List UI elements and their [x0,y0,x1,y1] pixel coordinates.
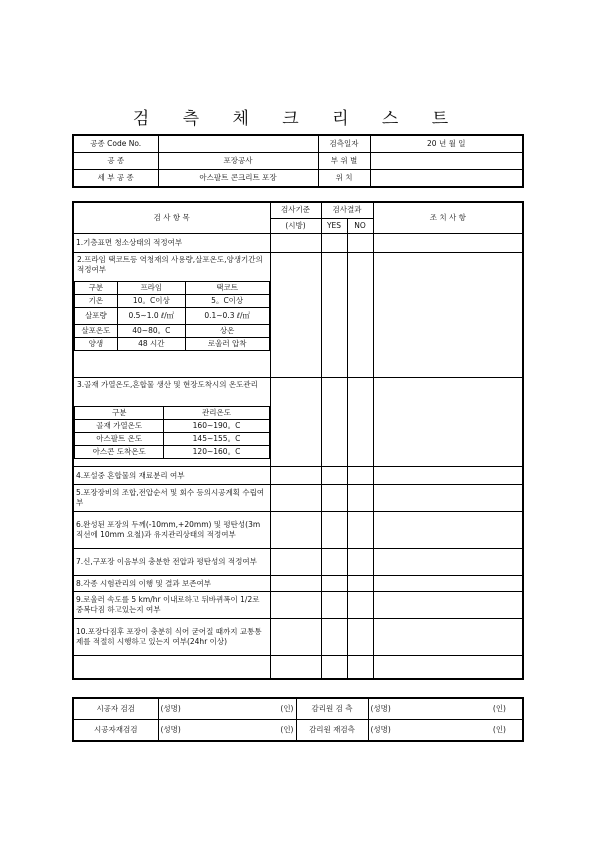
temp-cell: 아스콘 도착온도 [75,446,164,459]
table-row [73,378,523,467]
contractor-label: 시공자 검검 [73,698,158,720]
table-row [73,619,523,656]
location-value[interactable] [370,153,523,170]
item-text: 8.각종 시험관리의 이행 및 결과 보존여부 [73,576,270,592]
header-table [72,134,524,188]
yes-cell[interactable] [321,378,347,467]
prime-head: 구분 [75,282,118,295]
action-cell[interactable] [373,512,523,549]
prime-cell: 기온 [75,295,118,308]
prime-cell: 40~80。C [117,325,185,338]
yes-cell[interactable] [321,512,347,549]
detail-label: 세 부 공 종 [73,170,158,188]
yes-cell[interactable] [321,592,347,619]
detail-value[interactable]: 아스팔트 콘크리트 포장 [158,170,318,188]
table-row [73,253,523,378]
position-value[interactable] [370,170,523,188]
standard-cell[interactable] [270,549,321,576]
action-cell[interactable] [373,378,523,467]
yes-cell[interactable] [321,253,347,378]
no-cell[interactable] [347,576,373,592]
no-cell[interactable] [347,592,373,619]
prime-cell: 양생 [75,338,118,351]
column-standard-sub: (시방) [270,218,321,234]
item-text[interactable] [73,656,270,680]
no-cell[interactable] [347,378,373,467]
yes-cell[interactable] [321,485,347,512]
contractor-seal[interactable]: (인) [210,698,296,720]
standard-cell[interactable] [270,576,321,592]
table-row [73,485,523,512]
prime-cell: 48 시간 [117,338,185,351]
table-row [73,512,523,549]
position-label: 위 치 [318,170,370,188]
supervisor-label: 감리원 검 측 [296,698,368,720]
item-cell [73,253,270,378]
prime-head: 프라임 [117,282,185,295]
action-cell[interactable] [373,592,523,619]
action-cell[interactable] [373,656,523,680]
item-text: 9.로울러 속도를 5 km/hr 이내로하고 뒤바퀴폭이 1/2로 중복다짐 하고있는지 여부 [73,592,270,619]
work-label: 공 종 [73,153,158,170]
table-row [73,576,523,592]
table-row [73,592,523,619]
item-text: 6.완성된 포장의 두께(-10mm,+20mm) 및 평탄성(3m 직선에 10mm 요철)과 유지관리상태의 적정여부 [73,512,270,549]
column-item: 검 사 항 목 [73,202,270,234]
item-text: 5.포장장비의 조합,전압순서 및 회수 등의시공계획 수립여부 [73,485,270,512]
no-cell[interactable] [347,656,373,680]
temp-head: 관리온도 [164,407,269,420]
prime-cell: 살포량 [75,308,118,325]
no-cell[interactable] [347,467,373,485]
item-text: 2.프라임 택코트등 역청재의 사용량,살포온도,양생기간의 적정여부 [77,255,263,274]
table-row [73,656,523,680]
location-label: 부 위 별 [318,153,370,170]
item-text: 1.기층표면 청소상태의 적정여부 [73,234,270,253]
action-cell[interactable] [373,576,523,592]
standard-cell[interactable] [270,234,321,253]
standard-cell[interactable] [270,253,321,378]
table-row [73,549,523,576]
no-cell[interactable] [347,485,373,512]
prime-cell: 로울러 압착 [185,338,269,351]
no-cell[interactable] [347,549,373,576]
action-cell[interactable] [373,485,523,512]
standard-cell[interactable] [270,656,321,680]
standard-cell[interactable] [270,485,321,512]
prime-cell: 살포온도 [75,325,118,338]
standard-cell[interactable] [270,378,321,467]
action-cell[interactable] [373,619,523,656]
no-cell[interactable] [347,253,373,378]
prime-cell: 10。C이상 [117,295,185,308]
action-cell[interactable] [373,549,523,576]
supervisor-re-seal[interactable]: (인) [430,720,523,742]
contractor-name[interactable]: (성명) [158,698,210,720]
table-row [73,467,523,485]
item-text: 4.포설중 혼합물의 재료분리 여부 [73,467,270,485]
prime-cell: 0.1~0.3 ℓ/㎡ [185,308,269,325]
work-value[interactable]: 포장공사 [158,153,318,170]
prime-cell: 상온 [185,325,269,338]
action-cell[interactable] [373,253,523,378]
temp-cell: 120~160。C [164,446,269,459]
contractor-re-seal[interactable]: (인) [210,720,296,742]
temp-table [74,406,270,459]
no-cell[interactable] [347,512,373,549]
date-value[interactable]: 20 년 월 일 [370,135,523,153]
checklist-table [72,201,524,680]
standard-cell[interactable] [270,592,321,619]
yes-cell[interactable] [321,656,347,680]
signature-table [72,697,524,742]
prime-head: 택코트 [185,282,269,295]
column-action: 조 치 사 항 [373,202,523,234]
yes-cell[interactable] [321,234,347,253]
item-cell [73,378,270,467]
standard-cell[interactable] [270,512,321,549]
supervisor-re-label: 감리원 재검측 [296,720,368,742]
column-yes: YES [321,218,347,234]
prime-table [74,281,270,351]
column-result: 검사결과 [321,202,373,218]
item-text: 7.신,구포장 이음부의 충분한 전압과 평탄성의 적정여부 [73,549,270,576]
code-label: 공종 Code No. [73,135,158,153]
temp-cell: 160~190。C [164,420,269,433]
column-standard: 검사기준 [270,202,321,218]
temp-cell: 145~155。C [164,433,269,446]
temp-cell: 골재 가열온도 [75,420,164,433]
no-cell[interactable] [347,619,373,656]
action-cell[interactable] [373,234,523,253]
contractor-re-name[interactable]: (성명) [158,720,210,742]
item-text: 10.포장다짐후 포장이 충분히 식어 굳어질 때까지 교통통제를 적절히 시행하고 있는지 여부(24hr 이상) [73,619,270,656]
table-row [73,234,523,253]
supervisor-re-name[interactable]: (성명) [368,720,430,742]
page-title: 검 측 체 크 리 스 트 [132,109,463,129]
date-label: 검측일자 [318,135,370,153]
temp-cell: 아스팔트 온도 [75,433,164,446]
yes-cell[interactable] [321,619,347,656]
supervisor-name[interactable]: (성명) [368,698,430,720]
yes-cell[interactable] [321,549,347,576]
yes-cell[interactable] [321,467,347,485]
standard-cell[interactable] [270,467,321,485]
supervisor-seal[interactable]: (인) [430,698,523,720]
temp-head: 구분 [75,407,164,420]
standard-cell[interactable] [270,619,321,656]
item-text: 3.골재 가열온도,혼합물 생산 및 현장도착시의 온도관리 [77,380,258,389]
prime-cell: 0.5~1.0 ℓ/㎡ [117,308,185,325]
yes-cell[interactable] [321,576,347,592]
column-no: NO [347,218,373,234]
no-cell[interactable] [347,234,373,253]
contractor-re-label: 시공자재검검 [73,720,158,742]
code-value[interactable] [158,135,318,153]
prime-cell: 5。C이상 [185,295,269,308]
action-cell[interactable] [373,467,523,485]
